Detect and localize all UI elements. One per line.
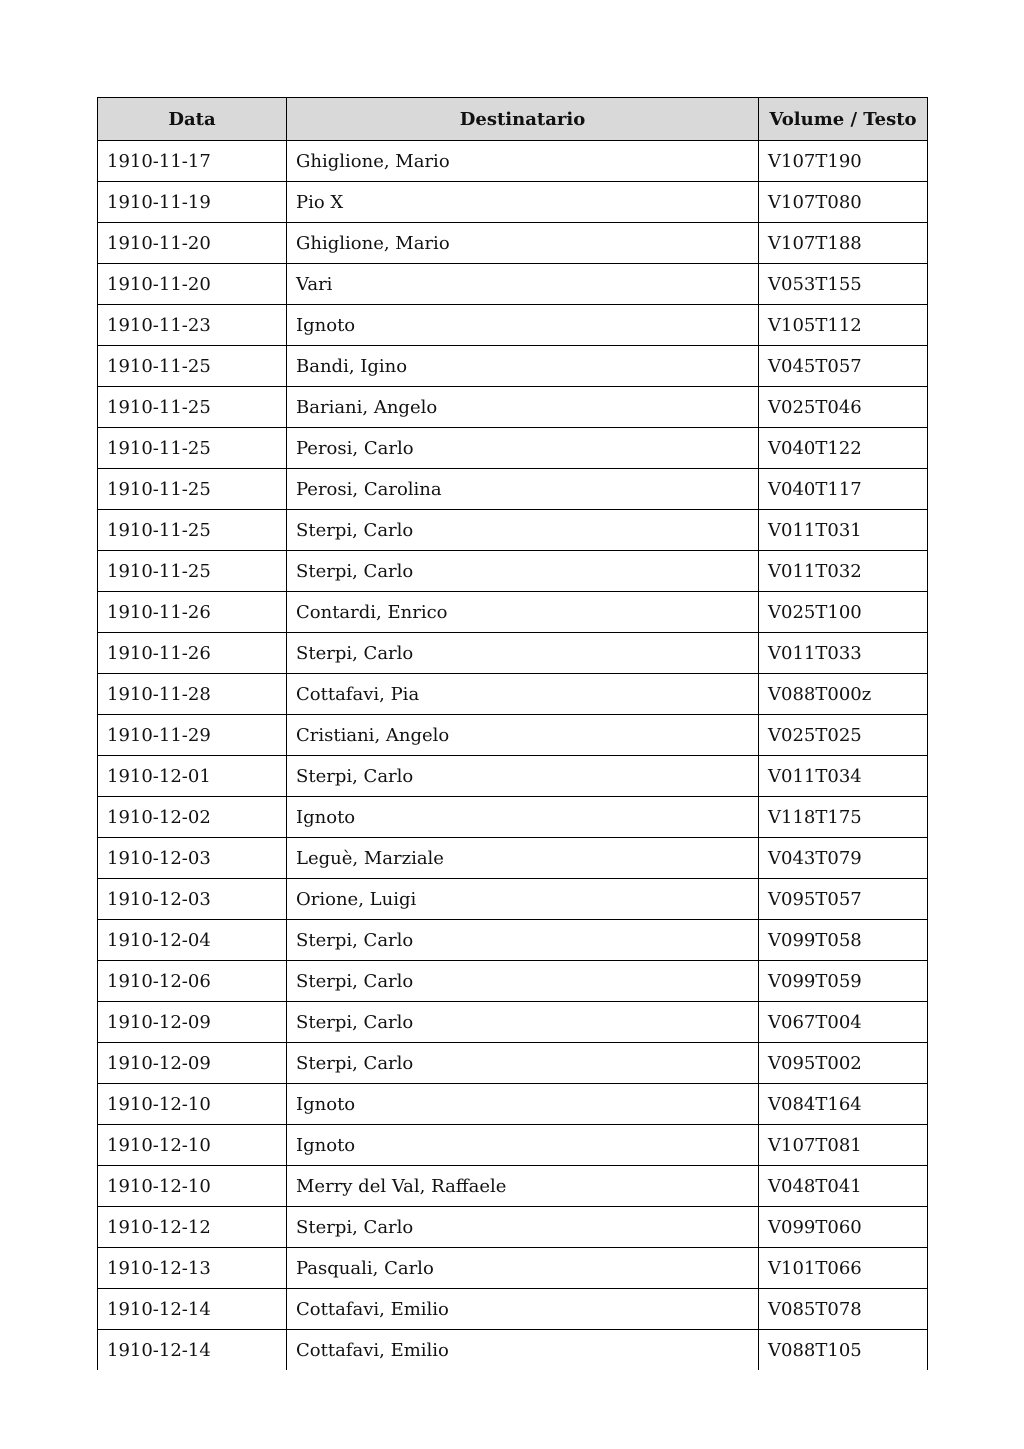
cell-volume: V040T122 — [759, 428, 928, 469]
cell-recipient: Sterpi, Carlo — [287, 1043, 759, 1084]
cell-volume: V025T046 — [759, 387, 928, 428]
table-row — [98, 879, 928, 920]
cell-volume: V095T057 — [759, 879, 928, 920]
cell-recipient: Vari — [287, 264, 759, 305]
table-row — [98, 387, 928, 428]
cell-volume: V107T190 — [759, 141, 928, 182]
cell-recipient: Sterpi, Carlo — [287, 961, 759, 1002]
cell-volume: V105T112 — [759, 305, 928, 346]
cell-date: 1910-11-17 — [98, 141, 287, 182]
cell-date: 1910-12-03 — [98, 879, 287, 920]
table-row — [98, 1330, 928, 1371]
table-row — [98, 633, 928, 674]
cell-recipient: Cristiani, Angelo — [287, 715, 759, 756]
table-row — [98, 961, 928, 1002]
cell-date: 1910-11-25 — [98, 510, 287, 551]
table-body — [98, 141, 928, 1371]
table-row — [98, 305, 928, 346]
cell-recipient: Merry del Val, Raffaele — [287, 1166, 759, 1207]
cell-volume: V053T155 — [759, 264, 928, 305]
cell-volume: V118T175 — [759, 797, 928, 838]
cell-volume: V045T057 — [759, 346, 928, 387]
cell-recipient: Leguè, Marziale — [287, 838, 759, 879]
cell-recipient: Bandi, Igino — [287, 346, 759, 387]
cell-date: 1910-12-10 — [98, 1125, 287, 1166]
cell-date: 1910-12-09 — [98, 1043, 287, 1084]
cell-volume: V088T105 — [759, 1330, 928, 1371]
cell-volume: V011T031 — [759, 510, 928, 551]
header-row — [98, 98, 928, 141]
cell-volume: V101T066 — [759, 1248, 928, 1289]
table-row — [98, 1289, 928, 1330]
cell-date: 1910-12-14 — [98, 1289, 287, 1330]
cell-date: 1910-11-26 — [98, 592, 287, 633]
cell-volume: V107T188 — [759, 223, 928, 264]
cell-volume: V025T100 — [759, 592, 928, 633]
cell-recipient: Perosi, Carlo — [287, 428, 759, 469]
table-row — [98, 838, 928, 879]
cell-recipient: Bariani, Angelo — [287, 387, 759, 428]
cell-volume: V011T033 — [759, 633, 928, 674]
table-row — [98, 141, 928, 182]
cell-date: 1910-11-25 — [98, 469, 287, 510]
table-row — [98, 428, 928, 469]
table-row — [98, 674, 928, 715]
table-row — [98, 1248, 928, 1289]
cell-volume: V011T032 — [759, 551, 928, 592]
table-row — [98, 264, 928, 305]
cell-date: 1910-11-23 — [98, 305, 287, 346]
cell-volume: V107T080 — [759, 182, 928, 223]
cell-recipient: Cottafavi, Emilio — [287, 1289, 759, 1330]
table-row — [98, 1002, 928, 1043]
cell-volume: V011T034 — [759, 756, 928, 797]
cell-recipient: Ignoto — [287, 305, 759, 346]
document-page — [97, 97, 927, 1370]
table-row — [98, 182, 928, 223]
column-header-volume: Volume / Testo — [759, 98, 928, 141]
cell-recipient: Sterpi, Carlo — [287, 633, 759, 674]
cell-volume: V099T060 — [759, 1207, 928, 1248]
cell-recipient: Perosi, Carolina — [287, 469, 759, 510]
table-row — [98, 223, 928, 264]
cell-volume: V099T059 — [759, 961, 928, 1002]
cell-volume: V048T041 — [759, 1166, 928, 1207]
cell-date: 1910-11-20 — [98, 223, 287, 264]
cell-recipient: Ignoto — [287, 1125, 759, 1166]
cell-volume: V084T164 — [759, 1084, 928, 1125]
cell-date: 1910-12-12 — [98, 1207, 287, 1248]
column-header-recipient: Destinatario — [287, 98, 759, 141]
cell-date: 1910-12-02 — [98, 797, 287, 838]
table-row — [98, 920, 928, 961]
table-row — [98, 797, 928, 838]
cell-recipient: Sterpi, Carlo — [287, 551, 759, 592]
table-row — [98, 1043, 928, 1084]
letters-table — [97, 97, 928, 1370]
cell-recipient: Pasquali, Carlo — [287, 1248, 759, 1289]
cell-date: 1910-12-06 — [98, 961, 287, 1002]
cell-recipient: Sterpi, Carlo — [287, 756, 759, 797]
table-row — [98, 592, 928, 633]
table-row — [98, 1125, 928, 1166]
cell-volume: V025T025 — [759, 715, 928, 756]
cell-volume: V088T000z — [759, 674, 928, 715]
cell-date: 1910-11-25 — [98, 346, 287, 387]
cell-recipient: Contardi, Enrico — [287, 592, 759, 633]
cell-recipient: Cottafavi, Pia — [287, 674, 759, 715]
table-row — [98, 1084, 928, 1125]
cell-volume: V067T004 — [759, 1002, 928, 1043]
table-row — [98, 1207, 928, 1248]
cell-recipient: Ghiglione, Mario — [287, 141, 759, 182]
cell-recipient: Sterpi, Carlo — [287, 1002, 759, 1043]
table-row — [98, 1166, 928, 1207]
cell-date: 1910-12-03 — [98, 838, 287, 879]
table-row — [98, 469, 928, 510]
cell-volume: V085T078 — [759, 1289, 928, 1330]
cell-recipient: Pio X — [287, 182, 759, 223]
cell-date: 1910-11-28 — [98, 674, 287, 715]
cell-date: 1910-11-19 — [98, 182, 287, 223]
cell-volume: V095T002 — [759, 1043, 928, 1084]
cell-volume: V043T079 — [759, 838, 928, 879]
cell-recipient: Cottafavi, Emilio — [287, 1330, 759, 1371]
cell-date: 1910-12-09 — [98, 1002, 287, 1043]
cell-date: 1910-11-29 — [98, 715, 287, 756]
cell-recipient: Sterpi, Carlo — [287, 920, 759, 961]
cell-date: 1910-11-20 — [98, 264, 287, 305]
cell-date: 1910-11-25 — [98, 551, 287, 592]
column-header-date: Data — [98, 98, 287, 141]
cell-recipient: Ignoto — [287, 1084, 759, 1125]
table-row — [98, 756, 928, 797]
cell-date: 1910-11-25 — [98, 387, 287, 428]
table-row — [98, 510, 928, 551]
cell-date: 1910-12-04 — [98, 920, 287, 961]
cell-recipient: Ghiglione, Mario — [287, 223, 759, 264]
cell-volume: V107T081 — [759, 1125, 928, 1166]
table-row — [98, 346, 928, 387]
cell-recipient: Ignoto — [287, 797, 759, 838]
cell-date: 1910-12-10 — [98, 1166, 287, 1207]
cell-date: 1910-12-01 — [98, 756, 287, 797]
cell-volume: V040T117 — [759, 469, 928, 510]
cell-date: 1910-11-26 — [98, 633, 287, 674]
cell-date: 1910-12-14 — [98, 1330, 287, 1371]
cell-date: 1910-12-10 — [98, 1084, 287, 1125]
cell-recipient: Sterpi, Carlo — [287, 1207, 759, 1248]
table-row — [98, 551, 928, 592]
cell-recipient: Orione, Luigi — [287, 879, 759, 920]
cell-volume: V099T058 — [759, 920, 928, 961]
cell-recipient: Sterpi, Carlo — [287, 510, 759, 551]
cell-date: 1910-12-13 — [98, 1248, 287, 1289]
cell-date: 1910-11-25 — [98, 428, 287, 469]
table-header — [98, 98, 928, 141]
table-row — [98, 715, 928, 756]
